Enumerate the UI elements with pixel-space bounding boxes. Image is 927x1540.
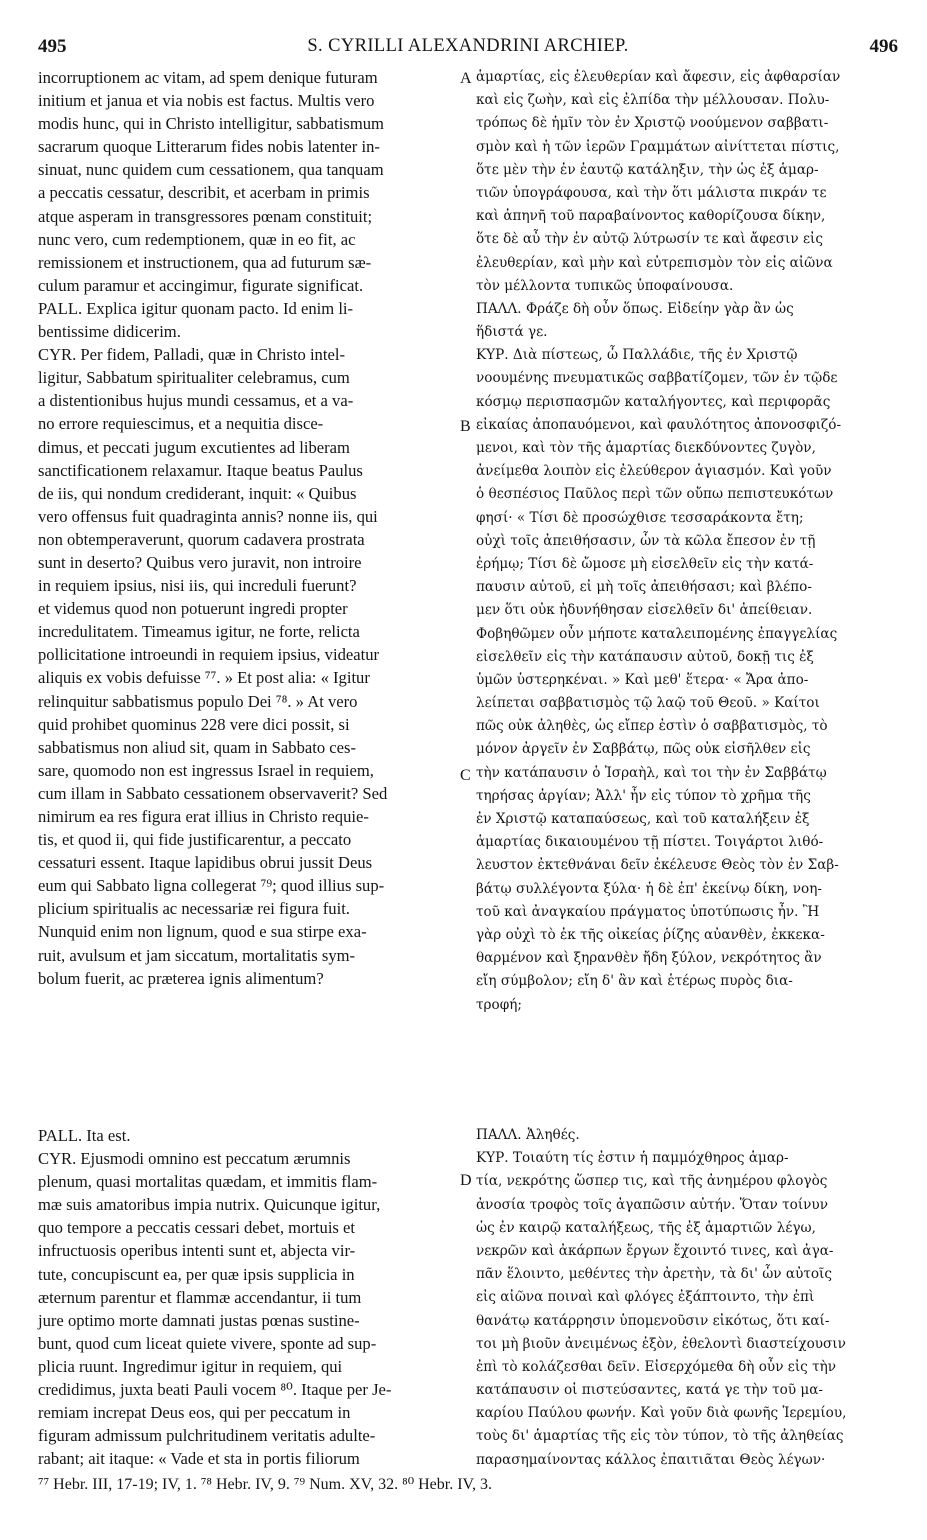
page-number-left: 495 [38, 36, 67, 57]
text-line: æternum parentur et flammæ accendantur, ii tum [38, 1287, 362, 1307]
text-line: et videmus quod non potuerunt ingredi propter [38, 599, 348, 619]
text-line: figuram admissum pulchritudinem veritatis adulte- [38, 1426, 376, 1446]
text-line: non obtemperaverunt, quorum cadavera prostrata [38, 529, 365, 549]
text-line: ligitur, Sabbatum spiritualiter celebramus, cum [38, 368, 350, 388]
text-line: remiam increpat Deus eos, qui per peccatum in [38, 1403, 351, 1423]
running-header [38, 36, 898, 62]
text-line: bunt, quod cum liceat quiete vivere, sponte ad sup- [38, 1333, 377, 1353]
text-line: plenum, quasi mortalitas quædam, et immitis flam- [38, 1172, 378, 1192]
text-line: sare, quomodo non est ingressus Israel in requiem, [38, 760, 374, 780]
text-line: βάτῳ συλλέγοντα ξύλα· ἡ δὲ ἐπ' ἐκείνῳ δίκη, νοη- [476, 880, 822, 897]
text-line: οὐχὶ τοῖς ἀπειθήσασιν, ὧν τὰ κῶλα ἔπεσον ἐν τῇ [476, 532, 816, 549]
text-line: atque asperam in transgressores pœnam constituit; [38, 206, 373, 226]
text-line: γὰρ οὐχὶ τὸ ἐκ τῆς οἰκείας ῥίζης αὐανθὲν, ἐκκεκα- [476, 926, 825, 943]
text-line: ἐλευθερίαν, καὶ μὴν καὶ εὐτρεπισμὸν τὸν εἰς αἰῶνα [476, 254, 833, 271]
text-line: jure optimo morte damnati justas pœnas sustine- [38, 1310, 360, 1330]
text-line: ΚΥΡ. Τοιαύτη τίς ἐστιν ἡ παμμόχθηρος ἁμαρ- [476, 1150, 789, 1167]
text-line: de iis, qui nondum crediderant, inquit: « Quibus [38, 483, 357, 503]
text-line: ΠΑΛΛ. Ἀληθές. [476, 1127, 580, 1143]
text-line: rabant; ait itaque: « Vade et sta in portis filiorum [38, 1449, 360, 1469]
text-line: φησί· « Τίσι δὲ προσώχθισε τεσσαράκοντα ἔτη; [476, 509, 804, 526]
text-line: PALL. Ita est. [38, 1126, 131, 1145]
text-line: bentissime didicerim. [38, 322, 181, 342]
text-line: pollicitatione introeundi in requiem ipsius, videatur [38, 645, 380, 665]
text-line: ruit, avulsum et jam siccatum, mortalitatis sym- [38, 945, 356, 965]
text-line: μεν ὅτι οὐκ ἠδυνήθησαν εἰσελθεῖν δι' ἀπείθειαν. [476, 602, 813, 619]
text-line: sunt in deserto? Quibus vero juravit, non introire [38, 552, 362, 572]
running-title: S. CYRILLI ALEXANDRINI ARCHIEP. [307, 36, 629, 56]
page-number-right: 496 [869, 36, 898, 57]
latin-column-top [38, 66, 458, 990]
text-line: τοῦ καὶ ἀναγκαίου πράγματος ὑποτύπωσις ἦν. Ἢ [476, 903, 820, 920]
text-line: ἁμαρτίας, εἰς ἐλευθερίαν καὶ ἄφεσιν, εἰς ἀφθαρσίαν [476, 69, 841, 85]
text-line: nimirum ea res figura erat illius in Christo requie- [38, 807, 369, 826]
text-line: sacrarum quoque Litterarum fides nobis latenter in- [38, 137, 380, 157]
text-line: εἴη σύμβολον; εἴη δ' ἂν καὶ ἑτέρως πυρὸς δια- [476, 973, 793, 990]
text-line: bolum fuerit, ac præterea ignis alimentum? [38, 968, 324, 988]
text-line: a peccatis cessatur, describit, et acerbam in primis [38, 183, 370, 203]
text-line: ἁμαρτίας δικαιουμένου τῇ πίστει. Τοιγάρτοι λιθό- [476, 834, 824, 851]
text-line: ἥδιστά γε. [476, 324, 548, 341]
margin-letter-b: B [460, 418, 471, 435]
text-line: Φοβηθῶμεν οὖν μήποτε καταλειπομένης ἐπαγγελίας [476, 625, 838, 642]
text-line: relinquitur sabbatismus populo Dei ⁷⁸. » At vero [38, 691, 358, 711]
text-line: τροφή; [476, 996, 522, 1013]
text-line: eum qui Sabbato ligna collegerat ⁷⁹; quod illius sup- [38, 876, 385, 896]
text-line: cessaturi essent. Itaque lapidibus obrui jussit Deus [38, 853, 373, 873]
text-line: remissionem et instructionem, qua ad futurum sæ- [38, 252, 372, 272]
text-line: τιῶν ὑπογράφουσα, καὶ τὴν ὅτι μάλιστα πικράν τε [476, 184, 827, 201]
text-line: μενοι, καὶ τὸν τῆς ἁμαρτίας διεκδύνοντες ζυγὸν, [476, 440, 816, 456]
text-line: mæ suis amatoribus impia nutrix. Quicunque igitur, [38, 1195, 381, 1215]
margin-letter-d: D [460, 1172, 472, 1189]
text-line: tute, concupiscunt ea, per quæ ipsis supplicia in [38, 1264, 355, 1284]
text-line: ὅτε μὲν τὴν ἐν ἑαυτῷ κατάληξιν, τὴν ὡς ἐξ ἁμαρ- [476, 161, 819, 178]
text-line: τηρήσας ἀργίαν; Ἀλλ' ἦν εἰς τύπον τὸ χρῆμα τῆς [476, 787, 811, 804]
text-line: PALL. Explica igitur quonam pacto. Id enim li- [38, 298, 354, 318]
latin-column-bottom [38, 1124, 458, 1470]
text-line: ἐρήμῳ; Τίσι δὲ ὤμοσε μὴ εἰσελθεῖν εἰς τὴν κατά- [476, 555, 814, 572]
text-line: ΠΑΛΛ. Φράζε δὴ οὖν ὅπως. Εἰδείην γὰρ ἂν ὡς [476, 300, 794, 317]
margin-letter-a: A [460, 70, 472, 87]
text-line: λείπεται σαββατισμὸς τῷ λαῷ τοῦ Θεοῦ. » Καίτοι [476, 695, 820, 712]
text-line: quid prohibet quominus 228 vere dici possit, si [38, 714, 350, 734]
text-line: νεκρῶν καὶ ἀκάρπων ἔργων ἔχοιντό τινες, καὶ ἀγα- [476, 1242, 834, 1259]
text-line: quo tempore a peccatis cessari debet, mortuis et [38, 1218, 356, 1238]
text-line: sabbatismus non aliud sit, quam in Sabbato ces- [38, 737, 357, 757]
margin-letter-c: C [460, 767, 471, 784]
text-line: ΚΥΡ. Διὰ πίστεως, ὦ Παλλάδιε, τῆς ἐν Χριστῷ [476, 347, 798, 364]
text-line: παρασημαίνοντας κάλλος ἐπαιτιᾶται Θεὸς λέγων· [476, 1451, 826, 1468]
text-line: τοι μὴ βιοῦν ἀνειμένως ἐξὸν, ἐθελοντὶ διαστείχουσιν [476, 1335, 846, 1352]
text-line: νοουμένης πνευματικῶς σαββατίζομεν, τῶν ἐν τῷδε [476, 370, 838, 387]
text-line: πᾶν ἕλοιντο, μεθέντες τὴν ἀρετὴν, τὰ δι' ὧν αὐτοῖς [476, 1266, 832, 1283]
text-line: tis, et quod ii, qui fide justificarentur, a peccato [38, 830, 352, 850]
text-line: Nunquid enim non lignum, quod e sua stirpe exa- [38, 922, 367, 942]
text-line: εἰς αἰῶνα ποιναὶ καὶ φλόγες ἐξάπτοιντο, τὴν ἐπὶ [476, 1289, 815, 1306]
text-line: κόσμῳ περισπασμῶν καταλήγοντες, καὶ περιφορᾶς [476, 393, 831, 410]
text-line: θαρμένον καὶ ξηρανθὲν ἤδη ξύλον, νεκρότητος ἂν [476, 950, 822, 967]
text-line: CYR. Per fidem, Palladi, quæ in Christo intel- [38, 345, 345, 365]
text-line: τία, νεκρότης ὥσπερ τις, καὶ τῆς ἀνημέρου φλογὸς [476, 1173, 828, 1190]
text-line: θανάτῳ κατάρρησιν ὑπομενοῦσιν εἰκότως, ὅτι καί- [476, 1312, 830, 1329]
text-line: τοὺς δι' ἁμαρτίας τῆς εἰς τὸν τύπον, τὸ τῆς ἀληθείας [476, 1428, 844, 1445]
text-line: incredulitatem. Timeamus igitur, ne forte, relicta [38, 622, 360, 642]
text-line: μόνον ἀργεῖν ἐν Σαββάτῳ, πῶς οὐκ εἰσῆλθεν εἰς [476, 741, 811, 758]
text-line: εἰκαίας ἀποπαυόμενοι, καὶ φαυλότητος ἀπονοσφιζό- [476, 416, 842, 433]
text-line: ὑμῶν ὑστερηκέναι. » Καὶ μεθ' ἕτερα· « Ἄρα ἀπο- [476, 671, 809, 688]
text-line: τὴν κατάπαυσιν ὁ Ἰσραὴλ, καὶ τοι τὴν ἐν Σαββάτῳ [476, 764, 827, 781]
text-line: ἀνοσία τροφὸς τοῖς ἀγαπῶσιν αὐτήν. Ὅταν τοίνυν [476, 1196, 828, 1213]
text-line: a distentionibus hujus mundi cessamus, et a va- [38, 391, 354, 411]
text-line: vero offensus fuit quadraginta annis? nonne iis, qui [38, 506, 378, 526]
text-line: credidimus, juxta beati Pauli vocem ⁸⁰. Itaque per Je- [38, 1380, 392, 1400]
text-line: καρίου Παύλου φωνήν. Καὶ γοῦν διὰ φωνῆς Ἱερεμίου, [476, 1405, 847, 1422]
text-line: initium et janua et via nobis est factus. Multis vero [38, 91, 375, 111]
text-line: ὁ θεσπέσιος Παῦλος περὶ τῶν οὔπω πεπιστευκότων [476, 486, 834, 503]
text-line: ἐπὶ τὸ κολάζεσθαι δεῖν. Εἰσερχόμεθα δὴ οὖν εἰς τὴν [476, 1358, 837, 1375]
greek-column-top [476, 66, 896, 1017]
text-line: in requiem ipsius, nisi iis, qui increduli fuerunt? [38, 576, 357, 596]
text-line: culum paramur et accingimur, figurate significat. [38, 275, 364, 295]
text-line: ἀνείμεθα λοιπὸν εἰς ἐλεύθερον ἁγιασμόν. Καὶ γοῦν [476, 463, 832, 480]
text-line: plicium spiritualis ac necessariæ rei figura fuit. [38, 899, 350, 919]
text-line: ὡς ἐν καιρῷ καταλήξεως, τῆς ἐξ ἁμαρτιῶν λέγω, [476, 1219, 816, 1236]
text-line: ἐν Χριστῷ καταπαύσεως, καὶ τοῦ καταλήξειν ἐξ [476, 811, 810, 827]
text-line: καὶ εἰς ζωὴν, καὶ εἰς ἐλπίδα τὴν μέλλουσαν. Πολυ- [476, 92, 830, 109]
text-line: incorruptionem ac vitam, ad spem denique futuram [38, 68, 378, 87]
text-line: παυσιν αὐτοῦ, εἰ μὴ τοῖς ἀπειθήσασι; καὶ βλέπο- [476, 579, 812, 596]
text-line: τὸν μέλλοντα τυπικῶς ὑποφαίνουσα. [476, 277, 734, 294]
text-line: dimus, et peccati jugum excutientes ad liberam [38, 437, 350, 457]
text-line: cum illam in Sabbato cessationem observaverit? Sed [38, 783, 388, 803]
text-line: πῶς οὐκ ἀληθὲς, ὡς εἴπερ ἐστὶν ὁ σαββατισμὸς, τὸ [476, 718, 828, 735]
text-line: ὅτε δὲ αὖ τὴν ἐν αὐτῷ λύτρωσίν τε καὶ ἄφεσιν εἰς [476, 231, 823, 248]
text-line: no errore requiescimus, et a nequitia disce- [38, 414, 324, 434]
text-line: τρόπως δὲ ἡμῖν τὸν ἐν Χριστῷ νοούμενον σαββατι- [476, 115, 829, 132]
text-line: plicia ruunt. Ingredimur igitur in requiem, qui [38, 1356, 343, 1376]
text-line: modis hunc, qui in Christo intelligitur, sabbatismum [38, 114, 384, 134]
text-line: sanctificationem relaxamur. Itaque beatus Paulus [38, 460, 363, 480]
text-line: sinuat, nunc quidem cum cessationem, qua tanquam [38, 160, 384, 180]
text-line: infructuosis operibus intenti sunt et, abjecta vir- [38, 1241, 356, 1261]
text-line: aliquis ex vobis defuisse ⁷⁷. » Et post alia: « Igitur [38, 668, 370, 688]
text-line: καὶ ἀπηνῆ τοῦ παραβαίνοντος καθορίζουσα δίκην, [476, 208, 826, 225]
text-line: κατάπαυσιν οἱ πιστεύσαντες, κατά γε τὴν τοῦ μα- [476, 1382, 824, 1399]
text-line: σμὸν καὶ ἡ τῶν ἱερῶν Γραμμάτων αἰνίττεται πίστις, [476, 138, 840, 155]
text-line: εἰσελθεῖν εἰς τὴν κατάπαυσιν αὐτοῦ, δοκῇ τις ἐξ [476, 648, 814, 665]
footnotes: ⁷⁷ Hebr. III, 17-19; IV, 1. ⁷⁸ Hebr. IV, 9. ⁷⁹ Num. XV, 32. ⁸⁰ Hebr. IV, 3. [38, 1476, 493, 1493]
text-line: nunc vero, cum redemptionem, quæ in eo fit, ac [38, 229, 356, 249]
text-line: λευστον ἐκτεθνάναι δεῖν ἐκέλευσε Θεὸς τὸν ἐν Σαβ- [476, 857, 839, 874]
greek-column-bottom [476, 1124, 896, 1472]
text-line: CYR. Ejusmodi omnino est peccatum ærumnis [38, 1149, 351, 1169]
